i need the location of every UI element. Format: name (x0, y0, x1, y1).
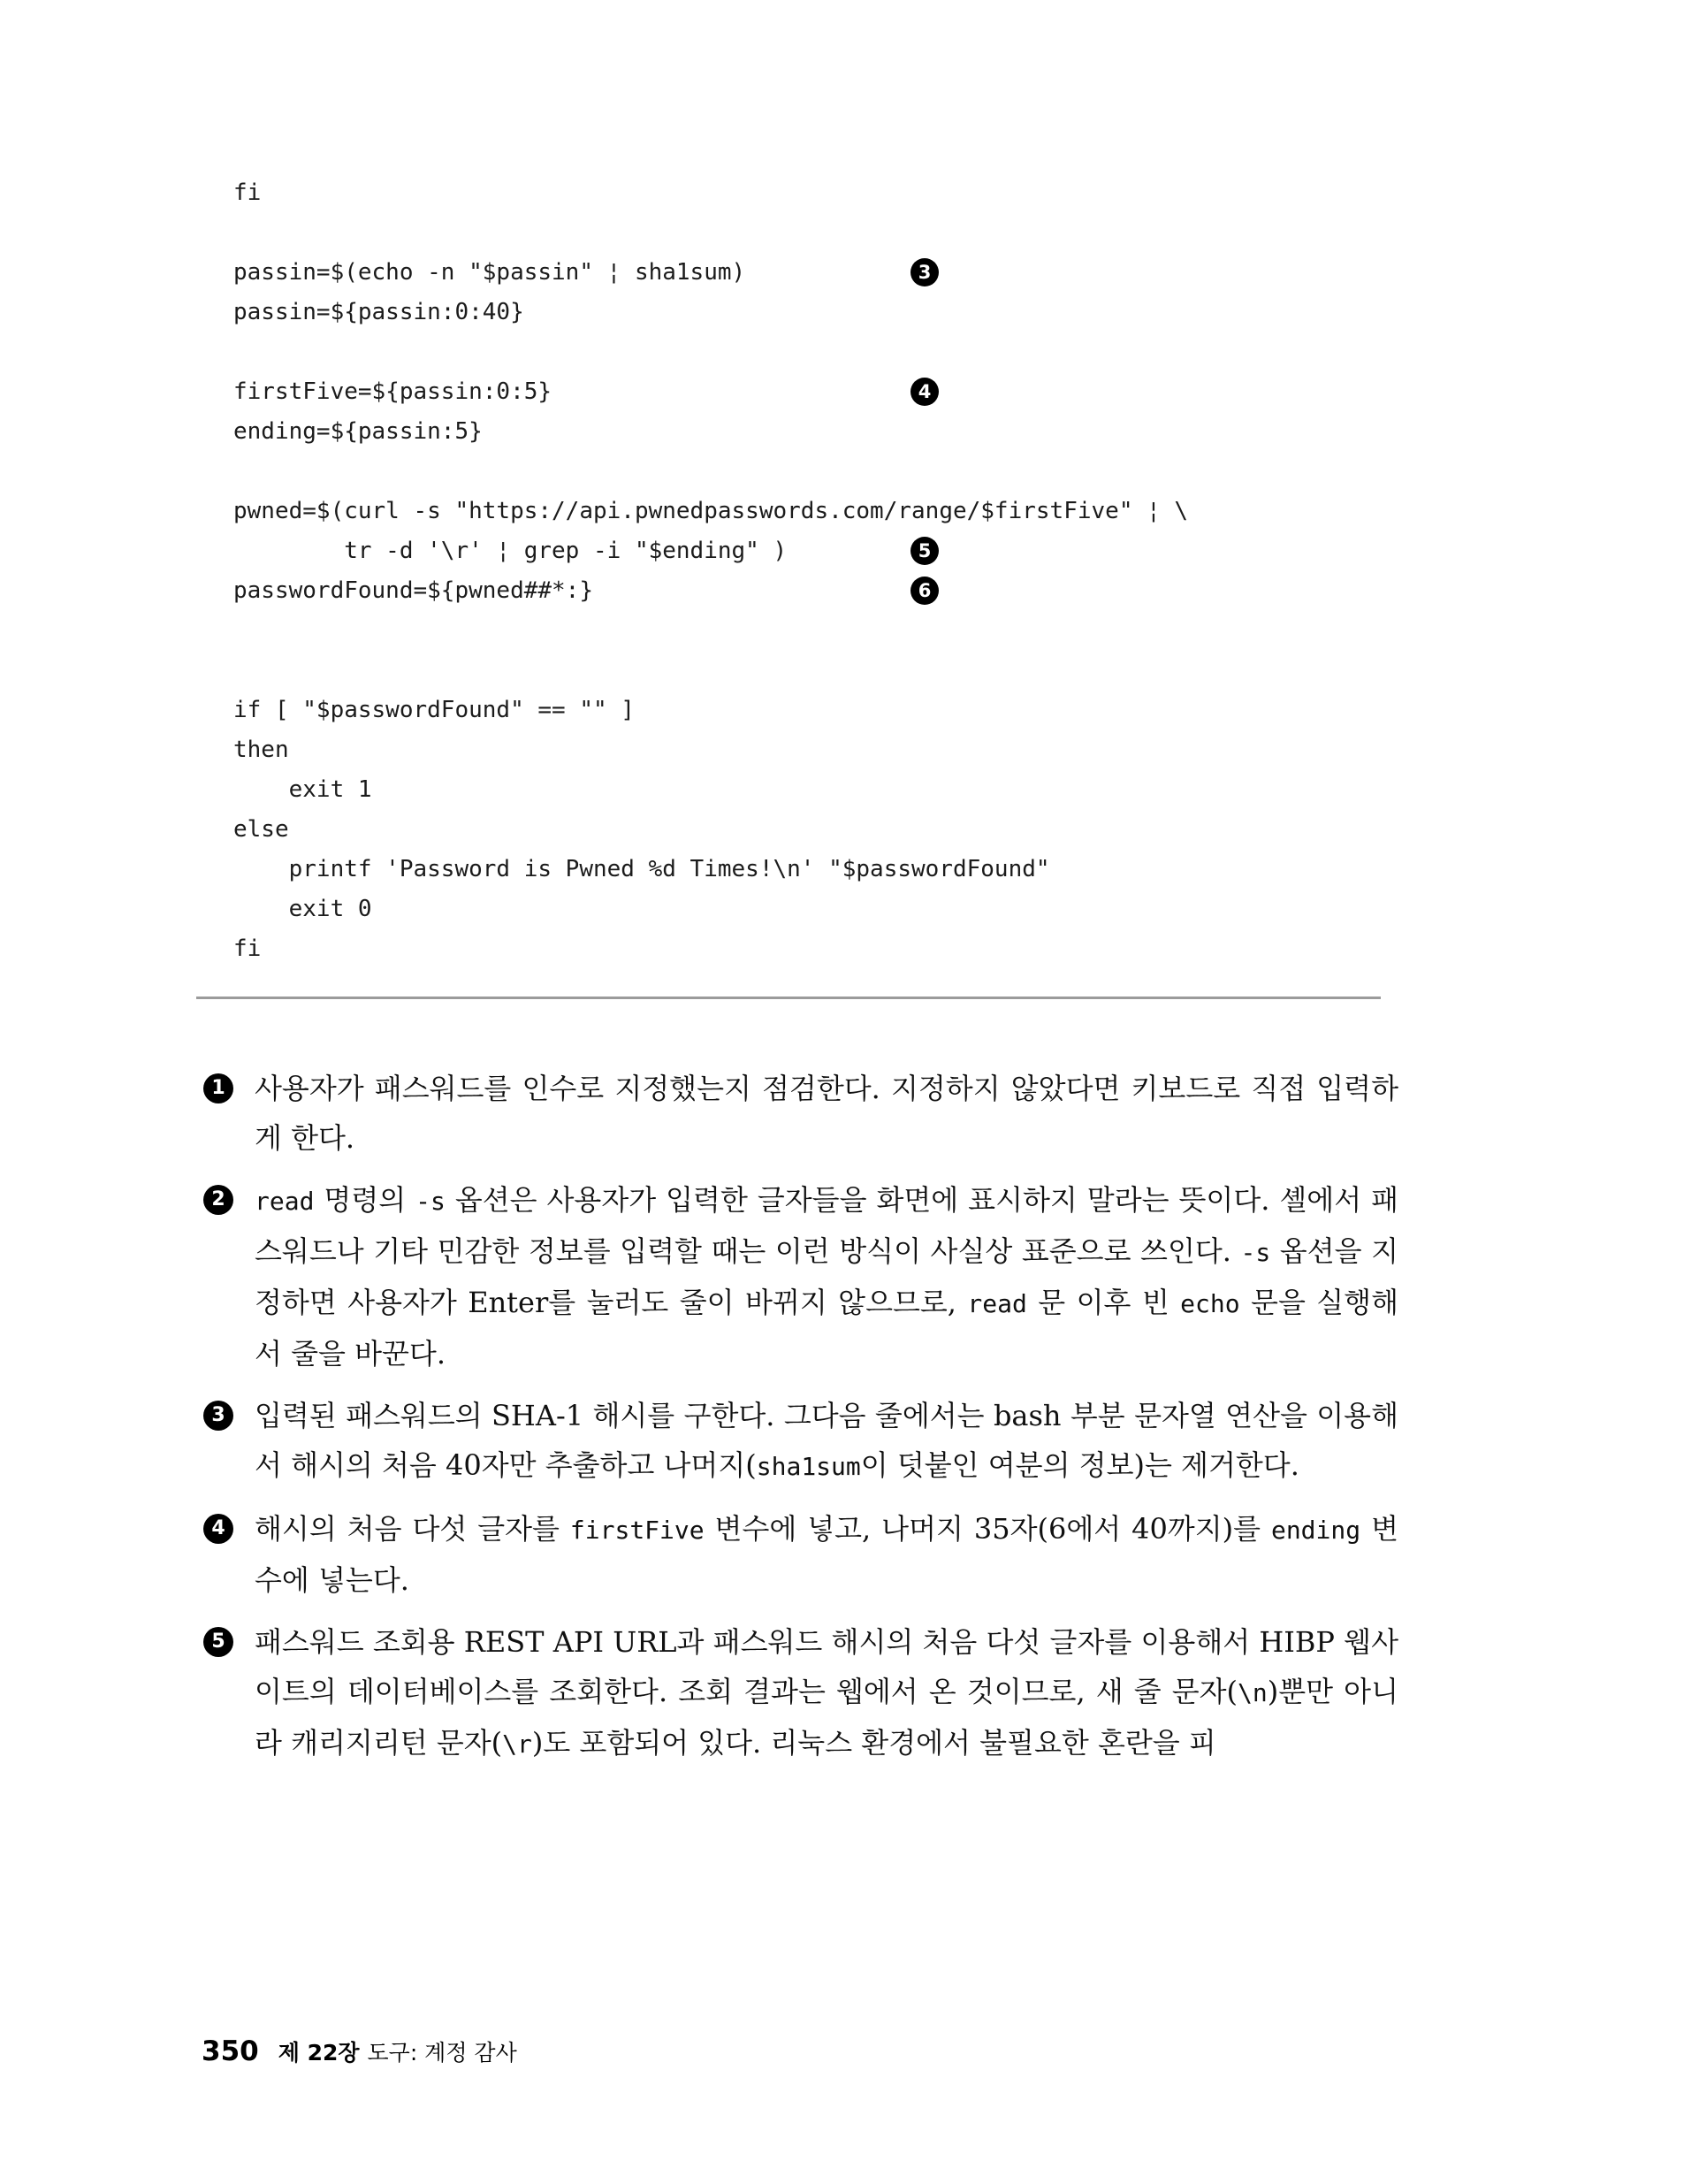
chapter-label: 제 22장 (278, 2040, 360, 2066)
code-text (233, 339, 248, 365)
code-line (233, 850, 1188, 890)
body-text: 이 덧붙인 여분의 정보)는 제거한다. (860, 1448, 1299, 1482)
code-text: then (233, 737, 289, 763)
callout-marker-3: 3 (910, 258, 939, 286)
inline-code: \r (502, 1730, 532, 1759)
inline-code: firstFive (569, 1516, 705, 1545)
body-text: )뿐만 아니라 캐리지리턴 문자( (255, 1675, 1398, 1760)
inline-code: read (967, 1289, 1027, 1318)
code-line (233, 770, 1188, 810)
code-text: passwordFound=${pwned##*:} (233, 577, 593, 604)
code-line (233, 651, 1188, 691)
body-text: 입력된 패스워드의 SHA-1 해시를 구한다. 그다음 줄에서는 bash 부분 문자열 연산을 이용해서 해시의 처음 40자만 추출하고 나머지( (255, 1399, 1398, 1482)
callout-marker-4: 4 (910, 378, 939, 406)
inline-code: ending (1270, 1516, 1361, 1545)
annotation-marker-5: 5 (203, 1627, 233, 1657)
page-footer (202, 2035, 517, 2067)
annotation-item-4 (203, 1504, 1402, 1605)
body-text: 해시의 처음 다섯 글자를 (255, 1512, 570, 1546)
annotation-text (255, 1175, 1398, 1378)
code-line (233, 492, 1188, 531)
annotation-text (255, 1617, 1398, 1769)
code-line (233, 571, 1188, 611)
code-line (233, 691, 1188, 730)
body-text: 문을 실행해서 줄을 바꾼다. (255, 1286, 1399, 1371)
callout-marker-5: 5 (910, 537, 939, 565)
body-text: 옵션을 지정하면 사용자가 Enter를 눌러도 줄이 바뀌지 않으므로, (255, 1234, 1399, 1319)
code-line (233, 890, 1188, 929)
code-line (233, 810, 1188, 850)
code-text: printf 'Password is Pwned %d Times!\n' "$passwordFound" (233, 856, 1050, 882)
code-line (233, 332, 1188, 372)
code-text: firstFive=${passin:0:5} (233, 378, 552, 405)
body-text: 옵션은 사용자가 입력한 글자들을 화면에 표시하지 말라는 뜻이다. 셸에서 패스워드나 기타 민감한 정보를 입력할 때는 이런 방식이 사실상 표준으로 쓰인다. (255, 1183, 1398, 1268)
code-text (233, 657, 248, 683)
body-text: 사용자가 패스워드를 인수로 지정했는지 점검한다. 지정하지 않았다면 키보드로 직접 입력하게 한다. (255, 1072, 1398, 1155)
chapter-section-title: 도구: 계정 감사 (367, 2040, 517, 2066)
code-line (233, 611, 1188, 651)
body-text: 패스워드 조회용 REST API URL과 패스워드 해시의 처음 다섯 글자를 이용해서 HIBP 웹사이트의 데이터베이스를 조회한다. 조회 결과는 웹에서 온 것이므로, 새 줄 문자( (255, 1625, 1398, 1708)
code-text: fi (233, 935, 262, 962)
code-line (233, 372, 1188, 412)
code-text: exit 1 (233, 776, 372, 803)
body-text: 명령의 (314, 1183, 416, 1217)
code-line (233, 293, 1188, 332)
code-line (233, 929, 1188, 969)
code-text: passin=$(echo -n "$passin" ¦ sha1sum) (233, 259, 746, 286)
annotation-item-3 (203, 1391, 1402, 1492)
code-line (233, 253, 1188, 293)
code-block (233, 173, 1188, 969)
body-text: )도 포함되어 있다. 리눅스 환경에서 불필요한 혼란을 피 (531, 1726, 1216, 1760)
code-line (233, 412, 1188, 452)
annotation-text (255, 1064, 1398, 1163)
annotation-text (255, 1391, 1398, 1492)
annotation-item-1 (203, 1064, 1402, 1163)
annotation-text (255, 1504, 1398, 1605)
code-text: fi (233, 179, 262, 206)
annotation-marker-2: 2 (203, 1185, 233, 1215)
code-text (233, 219, 248, 246)
inline-code: -s (1240, 1238, 1271, 1267)
annotation-item-5 (203, 1617, 1402, 1769)
body-text: 변수에 넣고, 나머지 35자(6에서 40까지)를 (704, 1512, 1271, 1546)
annotation-marker-3: 3 (203, 1401, 233, 1431)
code-text (233, 458, 248, 485)
code-text: else (233, 816, 289, 843)
body-text: 문 이후 빈 (1026, 1286, 1181, 1319)
code-line (233, 452, 1188, 492)
callout-marker-6: 6 (910, 577, 939, 605)
inline-code: sha1sum (756, 1452, 861, 1481)
code-line (233, 730, 1188, 770)
annotation-list (203, 1064, 1402, 1782)
code-text: exit 0 (233, 896, 372, 922)
code-text: ending=${passin:5} (233, 418, 483, 445)
inline-code: echo (1180, 1289, 1240, 1318)
code-text: pwned=$(curl -s "https://api.pwnedpasswords.com/range/$firstFive" ¦ \ (233, 498, 1189, 524)
code-text (233, 617, 248, 644)
page-number: 350 (202, 2035, 259, 2067)
code-text: passin=${passin:0:40} (233, 299, 524, 325)
inline-code: \n (1238, 1678, 1268, 1707)
section-divider (196, 997, 1381, 999)
annotation-item-2 (203, 1175, 1402, 1378)
annotation-marker-4: 4 (203, 1514, 233, 1544)
code-line (233, 531, 1188, 571)
code-line (233, 213, 1188, 253)
body-text: 변수에 넣는다. (255, 1512, 1398, 1597)
code-text: if [ "$passwordFound" == "" ] (233, 697, 635, 723)
inline-code: -s (415, 1187, 446, 1216)
annotation-marker-1: 1 (203, 1073, 233, 1103)
code-text: tr -d '\r' ¦ grep -i "$ending" ) (233, 538, 788, 564)
inline-code: read (255, 1187, 315, 1216)
code-line (233, 173, 1188, 213)
